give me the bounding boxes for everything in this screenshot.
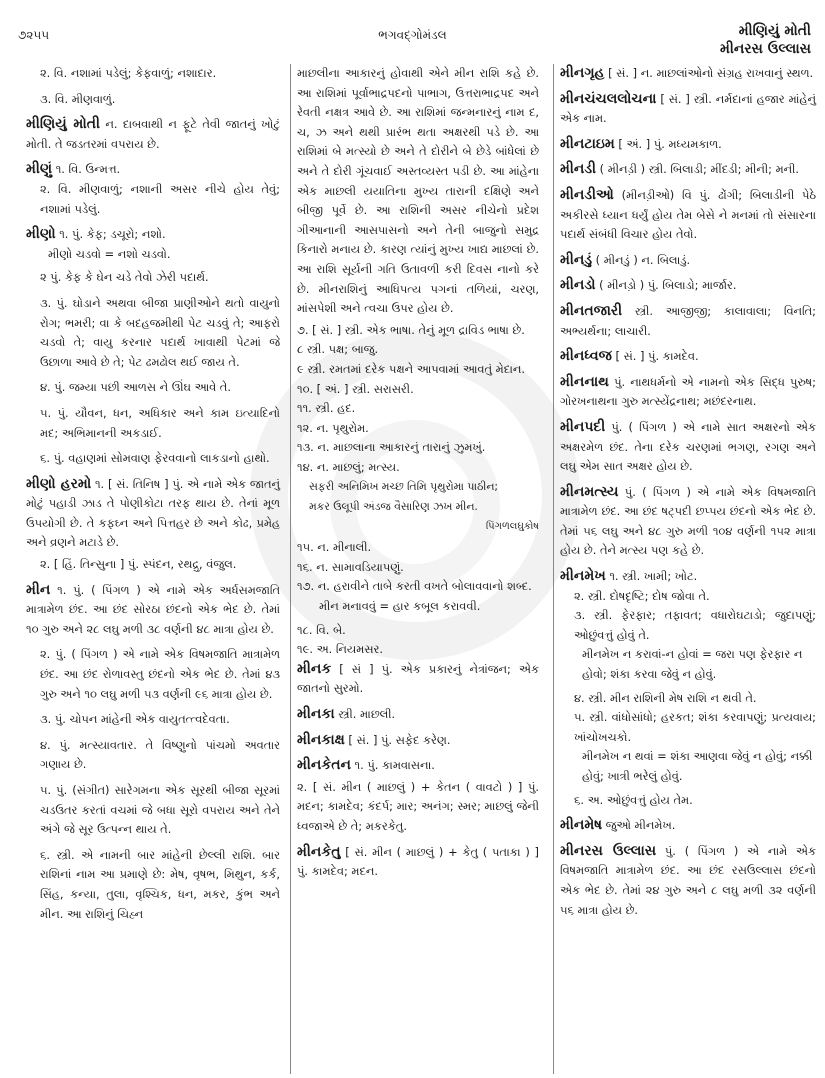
definition: [ સં. ] પું. સફેદ કરેણ.: [344, 732, 451, 747]
dictionary-entry: [560, 567, 816, 587]
definition: [ સં. ] સ્ત્રી. નર્મદાનાં હજાર માંહેનું એક નામ.: [560, 91, 816, 126]
verse-line: મકર ઉલૂપી અંડજ વૈસારિણ ઝખ મીન.: [309, 500, 478, 514]
sense: ૨ પું. કેફ કે ઘેન ચડે તેવો ઝેરી પદાર્થ.: [40, 270, 209, 285]
sense: ૩. પું. ઘોડાને અથવા બીજા પ્રાણીઓને થતો વાયુનો રોગ; ભમરી; વા કે બદહજમીથી પેટ ચડવું તે; આફરો ચડવો તે; વાયુ કરનાર પદાર્થ ખાવાથી પેટમાં જે ઉછાળા આવે છે તે; પેટ ઢમઢોલ થઈ જાય તે.: [40, 295, 280, 369]
sense: ૪. પું. મત્સ્યાવતાર. તે વિષ્ણુનો પાંચમો અવતાર ગણાય છે.: [40, 737, 280, 772]
sense: ૬. પું. વહાણમાં સોમવાણ ફેરવવાનો લાકડાનો હાથો.: [40, 451, 270, 466]
sense: ૧૪. ન. માછલું; મત્સ્ય.: [297, 459, 400, 474]
idiom: મીન મનાવવું = હાર કબૂલ કરાવવી.: [319, 599, 481, 614]
headword: મીનતજારી: [560, 302, 623, 319]
page-number: ૭૨૫૫: [18, 28, 50, 42]
dictionary-entry: [560, 347, 816, 367]
definition: [ સં. ] ન. માછલાંઓનો સંગ્રહ રાખવાનું સ્થળ.: [604, 66, 814, 80]
dictionary-entry: [297, 705, 539, 725]
definition: ૧. પું. કેફ; ડચૂરો; નશો.: [55, 227, 166, 242]
dictionary-entry: [560, 64, 816, 84]
headword: મીણો હરમો: [26, 475, 92, 492]
dictionary-entry: [26, 115, 280, 154]
sense: ૩. સ્ત્રી. ફેરફાર; તફાવત; વધારોઘટાડો; જુદાપણું; ઓછુંવત્તું હોવું તે.: [574, 608, 816, 642]
definition: [ સં ] પું. એક પ્રકારનું નેત્રાંજન; એક જાતનો સુરમો.: [297, 661, 539, 696]
headword: મીનકેતન: [297, 757, 351, 774]
sense: ૧૨. ન. પૃથુરોમ.: [297, 420, 369, 435]
column-2: [290, 64, 539, 1074]
dictionary-entry: [26, 225, 280, 245]
guide-words: [720, 22, 811, 58]
headword: મીનડીઓ: [560, 186, 614, 203]
definition: ૧. સ્ત્રી. ખામી; ખોટ.: [605, 569, 698, 584]
headword: મીનધ્વજ: [560, 348, 612, 365]
sense: ૫. સ્ત્રી. વાંધોસાંધો; હરકત; શંકા કરવાપણું; પ્રત્યવાય; ખાંચોખચકો.: [574, 710, 816, 744]
dictionary-entry: [26, 160, 280, 180]
headword: મીનરસ ઉલ્લાસ: [560, 842, 657, 859]
idiom: મીનમેખ ન થવાં = શંકા આણવા જેવું ન હોવું; નક્કી હોવું; ખાત્રી ભરેલું હોવું.: [582, 749, 813, 783]
headword: મીનપદી: [560, 418, 606, 435]
guide-word-last: મીનરસ ઉલ્લાસ: [720, 41, 811, 57]
definition: ૧. વિ. ઉન્મત્ત.: [52, 162, 121, 177]
sense: ૪. સ્ત્રી. મીન રાશિની મેષ રાશિ ન થવી તે.: [574, 690, 757, 705]
column-1: [26, 64, 280, 1074]
sense: ૧૮. વિ. બે.: [297, 622, 346, 637]
headword: મીનકાક્ષ: [297, 731, 345, 748]
idiom: મીનમેખ ન કરાવાં-ન હોવાં = જરા પણ ફેરફાર ન હોવો; શંકા કરવા જેવું ન હોવું.: [582, 647, 803, 682]
dictionary-entry: [560, 418, 816, 477]
idiom: મીણો ચડવો = નશો ચડવો.: [48, 246, 171, 261]
dictionary-columns: [0, 64, 825, 1074]
page-header: [0, 0, 825, 62]
book-title: ભગવદ્ગોમંડલ: [378, 28, 447, 42]
citation: પિંગળલઘુકોષ: [485, 520, 539, 532]
dictionary-entry: [560, 816, 816, 836]
sense: ૩. પું. ચોપન માંહેની એક વાયુતત્ત્વદેવતા.: [40, 712, 230, 727]
guide-word-first: મીણિયું મોતી: [738, 23, 811, 39]
headword: મીનચંચલલોચના: [560, 90, 657, 107]
headword: મીનમેષ: [560, 817, 603, 834]
definition: [ સં. ] પું. કામદેવ.: [611, 349, 699, 364]
headword: મીનમેખ: [560, 568, 606, 585]
dictionary-entry: [26, 475, 280, 553]
sense: ૨. સ્ત્રી. દોષદૃષ્ટિ; દોષ જોવા તે.: [574, 588, 710, 603]
sense: ૧૬. ન. સામાવડિયાપણું.: [297, 559, 404, 574]
definition: ૧. પું. કામવાસના.: [350, 758, 435, 773]
definition: ( મીનડ઼ો ) પું. બિલાડો; માર્જાર.: [595, 278, 737, 293]
sense: ૨. [ સં. મીન ( માછલું ) + કેતન ( વાવટો ) ] પું. મદન; કામદેવ; કંદર્પ; માર; અનંગ; સ્મર; માછલું જેની ધ્વજાએ છે તે; મકરકેતુ.: [297, 779, 539, 833]
sense-continued: માછલીના આકારનું હોવાથી એને મીન રાશિ કહે છે. આ રાશિમાં પૂર્વાભાદ્રપદનો પાભાગ, ઉત્તરાભાદ્રપદ અને રેવતી નક્ષત્ર આવે છે. આ રાશિમાં જન્મનારનું નામ દ, ચ, ઝ અને થથી પ્રારંભ થતા અક્ષરથી પડે છે. આ રાશિમાં બે મત્સ્યો છે અને તે દોરીને બે છેડે બાંધેલાં છે અને તે દોરી ગૂંચવાઈ અસ્તવ્યસ્ત પડી છે. આ માંહેના એક માછલી યયાતિના મુખ્ય તારાની દક્ષિણે અને બીજી પૂર્વે છે. આ રાશિની અસર નીચેનો પ્રદેશ ગીઆનાની આસપાસનો અને તેની બાજુનો સમુદ્ર કિનારો મનાય છે. કારણ ત્યાંનું મુખ્ય ખાદ્ય માછલાં છે. આ રાશિ સૂર્યની ગતિ ઉતાવળી કરી દિવસ નાનો કરે છે. મીનરાશિનું આધિપત્ય પગનાં તળિયાં, ચરણ, માંસપેશી અને ત્વચા ઉપર હોય છે.: [297, 66, 539, 316]
sense: ૨. વિ. મીણવાળું; નશાની અસર નીચે હોય તેવું; નશામાં પડેલું.: [40, 181, 280, 216]
sense: ૧૩. ન. માછલાના આકારનું તારાનું ઝુમખું.: [297, 440, 486, 455]
dictionary-entry: [560, 373, 816, 412]
verse-line: સફરી અનિમિખ મચ્છ તિમિ પૃથુરોમા પાઠીન;: [309, 480, 499, 494]
dictionary-entry: [560, 251, 816, 271]
headword: મીનગૃહ: [560, 65, 605, 81]
definition: જુઓ મીનમેખ.: [602, 818, 676, 833]
headword: મીનડી: [560, 161, 597, 178]
sense: ૨. પું. ( પિંગળ ) એ નામે એક વિષમજાતિ માત્રામેળ છંદ. આ છંદ રોળાવસ્તુ છંદનો એક ભેદ છે. તેમાં ૪૩ ગુરુ અને ૧૦ લઘુ મળી ૫૩ વર્ણની ૯૬ માત્રા હોય છે.: [40, 647, 280, 701]
dictionary-entry: [560, 186, 816, 245]
sense: ૧૫. ન. મીનાલી.: [297, 540, 372, 555]
headword: મીનકેતુ: [297, 843, 341, 860]
definition: પું. ( પિંગળ ) એ નામે સાત અક્ષરનો એક અક્ષરમેળ છંદ. તેના દરેક ચરણમાં ભગણ, રગણ અને લઘુ એમ સાત અક્ષર હોય છે.: [560, 419, 816, 474]
sense: ૨. વિ. નશામાં પડેલું; કેફવાળું; નશાદાર.: [40, 66, 217, 80]
dictionary-entry: [297, 756, 539, 776]
sense: ૬. અ. ઓછુંવત્તું હોય તેમ.: [574, 792, 693, 807]
definition: [ સં. મીન ( માછલું ) + કેતુ ( પતાકા ) ] પું. કામદેવ; મદન.: [297, 844, 539, 879]
sense: ૯ સ્ત્રી. રમતમાં દરેક પક્ષને આપવામાં આવતું મેદાન.: [297, 361, 525, 376]
sense: ૧૦. [ અં. ] સ્ત્રી. સરાસરી.: [297, 381, 414, 396]
sense: ૭. [ સં. ] સ્ત્રી. એક ભાષા. તેનું મૂળ દ્રાવિડ ભાષા છે.: [297, 322, 525, 337]
sense: ૩. વિ. મીણવાળું.: [40, 91, 116, 106]
definition: ન. દાબવાથી ન ફૂટે તેવી જાતનું ખોટું મોતી. તે જડતરમાં વપરાય છે.: [26, 117, 280, 151]
dictionary-entry: [560, 90, 816, 129]
headword: મીન: [26, 581, 51, 598]
sense: ૧૭. ન. હરાવીને તાબે કરતી વખતે બોલાવવાનો શબ્દ.: [297, 579, 532, 594]
headword: મીણો: [26, 226, 56, 243]
definition: પું. ( પિંગળ ) એ નામે એક વિષમજાતિ માત્રામેળ છંદ. આ છંદ ષટ્પદી છપ્પય છંદનો એક ભેદ છે. તેમાં ૫૬ લઘુ અને ૪૮ ગુરુ મળી ૧૦૪ વર્ણની ૧૫૨ માત્રા હોય છે. તેને મત્સ્ય પણ કહે છે.: [560, 484, 816, 558]
column-3: [553, 64, 816, 1074]
sense: ૧૯. અ. નિયમસર.: [297, 642, 383, 657]
headword: મીનક: [297, 660, 332, 677]
definition: પું. ( પિંગળ ) એ નામે એક વિષમજાતિ માત્રામેળ છંદ. આ છંદ રસઉલ્લાસ છંદનો એક ભેદ છે. તેમાં ૨૪ ગુરુ અને ૮ લઘુ મળી ૩૨ વર્ણની ૫૬ માત્રા હોય છે.: [560, 843, 816, 917]
headword: મીનકા: [297, 706, 335, 722]
dictionary-entry: [297, 843, 539, 882]
sense: ૧૧. સ્ત્રી. હદ.: [297, 401, 356, 416]
definition: સ્ત્રી. માછલી.: [334, 707, 396, 721]
dictionary-entry: [297, 660, 539, 699]
dictionary-entry: [297, 731, 539, 751]
dictionary-entry: [560, 160, 816, 180]
definition: ( મીનડ઼ું ) ન. બિલાડું.: [592, 252, 691, 267]
dictionary-entry: [560, 276, 816, 296]
dictionary-entry: [560, 135, 816, 155]
definition: ૧. [ સં. તિનિષ ] પું. એ નામે એક જાતનું મોટું પહાડી ઝાડ તે પોણીકોટા તરફ થાય છે. તેનાં મૂળ ઉપયોગી છે. તે કફઘ્ન અને પિત્તહર છે અને કોઢ, પ્રમેહ અને વ્રણને મટાડે છે.: [26, 476, 280, 550]
definition: ૧. પું. ( પિંગળ ) એ નામે એક અર્ધસમજાતિ માત્રામેળ છંદ. આ છંદ સોરઠા છંદનો એક ભેદ છે. તેમાં ૧૦ ગુરુ અને ૨૮ લઘુ મળી ૩૮ વર્ણની ૪૮ માત્રા હોય છે.: [26, 582, 280, 636]
headword: મીણું: [26, 161, 53, 178]
definition: [ અં. ] પું. મધ્યમકાળ.: [614, 136, 722, 151]
sense: ૮ સ્ત્રી. પક્ષ; બાજુ.: [297, 342, 379, 357]
dictionary-entry: [560, 483, 816, 561]
headword: મીણિયું મોતી: [26, 116, 101, 133]
definition: પું. નાથધર્મનો એ નામનો એક સિદ્ધ પુરુષ; ગોરખનાથના ગુરુ મત્સ્યેંદ્રનાથ; મછંદરનાથ.: [560, 374, 816, 409]
headword: મીનડું: [560, 251, 593, 268]
sense: ૬. સ્ત્રી. એ નામની બાર માંહેની છેલ્લી રાશિ. બાર રાશિનાં નામ આ પ્રમાણે છે: મેષ, વૃષભ, મિથુન, કર્ક, સિંહ, કન્યા, તુલા, વૃશ્ચિક, ધન, મકર, કુંભ અને મીન. આ રાશિનું ચિહ્ન: [40, 847, 280, 921]
sense: ૫. પું. યૌવન, ધન, અધિકાર અને કામ ઇત્યાદિનો મદ; અભિમાનની અકડાઈ.: [40, 405, 280, 440]
headword: મીનનાથ: [560, 373, 609, 390]
sense: ૨. [ હિં. તિન્સુના ] પું. સ્પંદન, રથદ્રુ, વંજુલ.: [40, 557, 237, 572]
definition: ( મીનડ઼ી ) સ્ત્રી. બિલાડી; મીંદડી; મીની; મની.: [596, 162, 800, 177]
dictionary-entry: [26, 581, 280, 640]
headword: મીનમત્સ્ય: [560, 483, 619, 500]
definition: સ્ત્રી. આજીજી; કાલાવાલા; વિનતિ; અભ્યર્થના; લાચારી.: [560, 303, 816, 338]
definition: (મીનડ઼ીઓ) વિ પું. ઢોંગી; બિલાડીની પેઠે અકીરસે ધ્યાન ધર્યું હોય તેમ બેસે ને મનમાં તો સંસારના પદાર્થ સંબંધી વિચાર હોય તેવો.: [560, 187, 816, 242]
headword: મીનડો: [560, 277, 596, 294]
sense: ૪. પું. જમ્યા પછી આળસ ને ઊંઘ આવે તે.: [40, 380, 231, 395]
sense: ૫. પું. (સંગીત) સારેગમના એક સૂરથી બીજા સૂરમાં ચડઉતર કરતાં વચમાં જે બધા સૂરો વપરાય અને તેને અંગે જે સૂર ઉત્પન્ન થાય તે.: [40, 783, 280, 837]
headword: મીનટાઇમ: [560, 135, 615, 152]
dictionary-entry: [560, 842, 816, 920]
dictionary-entry: [560, 302, 816, 341]
